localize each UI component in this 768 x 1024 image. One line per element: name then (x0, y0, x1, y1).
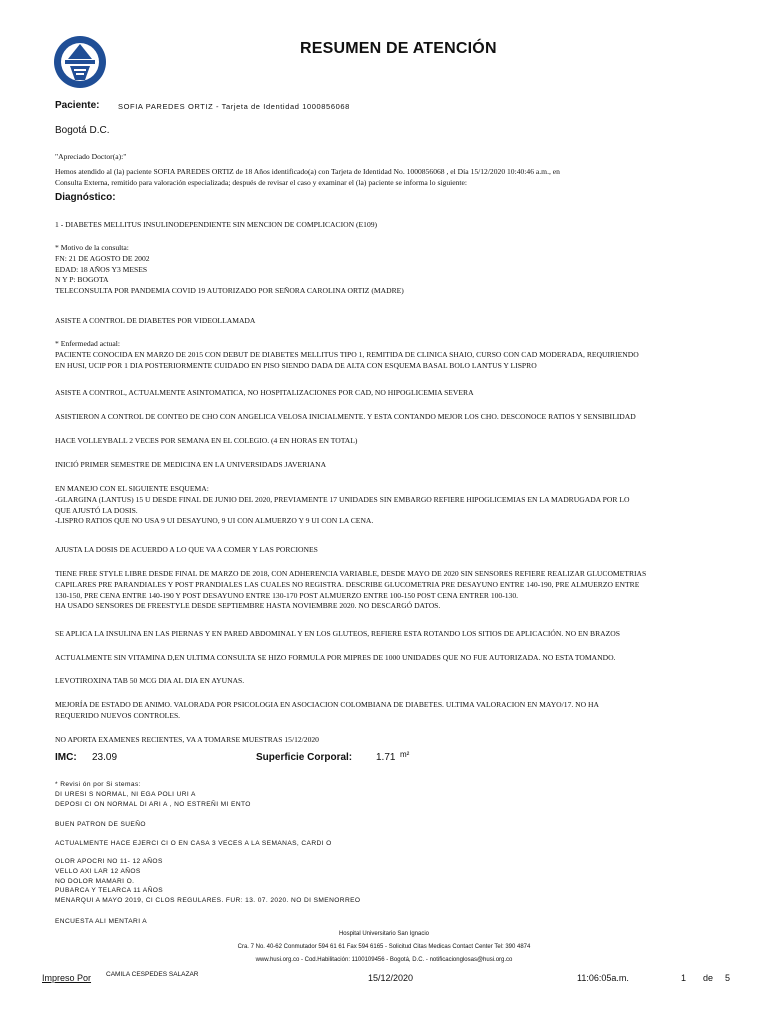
patient-label: Paciente: (55, 100, 100, 111)
surface-label: Superficie Corporal: (256, 752, 353, 763)
conteo-text: ASISTIERON A CONTROL DE CONTEO DE CHO CON ANGELICA VELOSA INICIALMENTE. Y ESTA CONTANDO MEJOR LOS CHO. DESCONOCE RATIOS Y SENSIBILIDAD (55, 412, 636, 421)
printed-by-label: Impreso Por (42, 973, 92, 983)
encuesta-text (55, 917, 147, 927)
manejo-block (55, 484, 630, 527)
psico-line: MEJORÍA DE ESTADO DE ANIMO. VALORADA POR PSICOLOGIA EN ASOCIACION COLOMBIANA DE DIABETES. ULTIMA VALORACION EN MAYO/17. NO HA (55, 700, 599, 709)
page-total: 5 (725, 973, 731, 983)
imc-label: IMC: (55, 752, 77, 763)
print-date: 15/12/2020 (368, 973, 414, 983)
print-time: 11:06:05a.m. (577, 973, 629, 983)
consult-block (55, 243, 615, 297)
enfermedad-line: * Enfermedad actual: (55, 339, 120, 348)
imc-value: 23.09 (92, 752, 118, 763)
freestyle-line: HA USADO SENSORES DE FREESTYLE DESDE SEPTIEMBRE HASTA NOVIEMBRE 2020. NO DESCARGÓ DATOS. (55, 601, 441, 611)
desarrollo-line: MENARQUI A MAYO 2019, CI CLOS REGULARES. FUR: 13. 07. 2020. NO DI SMENORREO (55, 897, 361, 905)
ajusta-text: AJUSTA LA DOSIS DE ACUERDO A LO QUE VA A COMER Y LAS PORCIONES (55, 545, 318, 554)
volley-text: HACE VOLLEYBALL 2 VECES POR SEMANA EN EL COLEGIO. (4 EN HORAS EN TOTAL) (55, 436, 358, 445)
manejo-line: -LISPRO RATIOS QUE NO USA 9 UI DESAYUNO, 9 UI CON ALMUERZO Y 9 UI CON LA CENA. (55, 516, 374, 526)
hospital-logo-icon (52, 34, 108, 90)
control-text: ASISTE A CONTROL, ACTUALMENTE ASINTOMATICA, NO HOSPITALIZACIONES POR CAD, NO HIPOGLICEMIA SEVERA (55, 388, 474, 397)
footer-hospital: Hospital Universitario San Ignacio (338, 931, 430, 937)
desarrollo-line: PUBARCA Y TELARCA 11 AÑOS (55, 887, 164, 895)
consult-line: TELECONSULTA POR PANDEMIA COVID 19 AUTORIZADO POR SEÑORA CAROLINA ORTIZ (MADRE) (55, 286, 404, 296)
footer-address: Cra. 7 No. 40-62 Conmutador 594 61 61 Fax 594 6165 - Solicitud Citas Medicas Contact Center Tel: 390 4874 (237, 944, 531, 950)
manejo-line: -GLARGINA (LANTUS) 15 U DESDE FINAL DE JUNIO DEL 2020, PREVIAMENTE 17 UNIDADES SIN EMBARGO REFIERE HIPOGLICEMIAS EN LA MADRUGADA POR LO (55, 494, 630, 504)
manejo-line: EN MANEJO CON EL SIGUIENTE ESQUEMA: (55, 484, 209, 493)
surface-value: 1.71 (376, 752, 396, 763)
revision-line: DI URESI S NORMAL, NI EGA POLI URI A (55, 790, 196, 798)
freestyle-line: 130-150, PRE CENA ENTRE 140-190 Y POST DESAYUNO ENTRE 130-170 POST ALMUERZO ENTRE 100-150 POST CENA ENTRER 100-130. (55, 590, 519, 600)
desarrollo-line: OLOR APOCRI NO 11- 12 AÑOS (55, 858, 163, 865)
desarrollo-line: NO DOLOR MAMARI O. (55, 877, 135, 885)
footer-web: www.husi.org.co - Cod.Habilitación: 1100109456 - Bogotá, D.C. - notificacionglosas@husi.org.co (255, 957, 513, 963)
page-of: de (703, 973, 714, 983)
enfermedad-block (55, 339, 639, 371)
asiste-text: ASISTE A CONTROL DE DIABETES POR VIDEOLLAMADA (55, 316, 256, 325)
consult-line: EDAD: 18 AÑOS Y3 MESES (55, 264, 148, 274)
freestyle-line: TIENE FREE STYLE LIBRE DESDE FINAL DE MARZO DE 2018, CON ADHERENCIA VARIABLE, DESDE MAYO DE 2020 SIN SENSORES REFIERE REALIZAR GLUCOMETRIAS (55, 569, 647, 578)
diagnosis-item: 1 - DIABETES MELLITUS INSULINODEPENDIENTE SIN MENCION DE COMPLICACION (E109) (55, 220, 378, 229)
printed-by-user: CAMILA CESPEDES SALAZAR (106, 971, 199, 978)
psico-line: REQUERIDO NUEVOS CONTROLES. (55, 710, 181, 720)
revision-line: * Revisi ón por Si stemas: (55, 781, 141, 788)
enfermedad-line: PACIENTE CONOCIDA EN MARZO DE 2015 CON DEBUT DE DIABETES MELLITUS TIPO 1, REMITIDA DE CLINICA SHAIO, CURSO CON CAD MODERADA, REQUIRIENDO (55, 349, 639, 359)
greeting-text: "Apreciado Doctor(a):" (55, 152, 127, 161)
intro-line-2: Consulta Externa, remitido para valoración especializada; después de revisar el caso y examinar el (la) paciente se informa lo siguiente: (55, 178, 468, 187)
manejo-line: QUE AJUSTÓ LA DOSIS. (55, 505, 138, 515)
enfermedad-line: EN HUSI, UCIP POR 1 DIA POSTERIORMENTE CUIDADO EN PISO SIENDO DADA DE ALTA CON ESQUEMA BASAL BOLO LANTUS Y LISPRO (55, 360, 537, 370)
desarrollo-block (55, 857, 360, 906)
surface-unit: m² (400, 750, 410, 759)
insulina-text: SE APLICA LA INSULINA EN LAS PIERNAS Y EN PARED ABDOMINAL Y EN LOS GLUTEOS, REFIERE ESTA ROTANDO LOS SITIOS DE APLICACIÓN. NO EN BRAZOS (55, 629, 620, 638)
desarrollo-line: VELLO AXI LAR 12 AÑOS (55, 867, 141, 875)
ejercicio-line: ACTUALMENTE HACE EJERCI CI O EN CASA 3 VECES A LA SEMANAS, CARDI O (55, 840, 332, 847)
levotiroxina-text: LEVOTIROXINA TAB 50 MCG DIA AL DIA EN AYUNAS. (55, 676, 245, 685)
intro-line-1: Hemos atendido al (la) paciente SOFIA PAREDES ORTIZ de 18 Años identificado(a) con Tarjeta de Identidad No. 1000856068 , el Día 15/12/2020 10:40:46 a.m., en (55, 167, 560, 176)
consult-line: FN: 21 DE AGOSTO DE 2002 (55, 253, 150, 263)
page-title: RESUMEN DE ATENCIÓN (300, 40, 497, 57)
freestyle-line: CAPILARES PRE PARANDIALES Y POST PRANDIALES LAS CUALES NO REGISTRA. DESCRIBE GLUCOMETRIA PRE DESAYUNO ENTRE 140-190, PRE ALMUERZO ENTRE (55, 579, 640, 589)
consult-line: * Motivo de la consulta: (55, 243, 129, 252)
page-number: 1 (681, 973, 687, 983)
examenes-text: NO APORTA EXAMENES RECIENTES, VA A TOMARSE MUESTRAS 15/12/2020 (55, 735, 319, 744)
patient-value: SOFIA PAREDES ORTIZ - Tarjeta de Identidad 1000856068 (118, 102, 350, 111)
encuesta-line: ENCUESTA ALI MENTARI A (55, 918, 148, 925)
diagnosis-label: Diagnóstico: (55, 192, 116, 203)
freestyle-block (55, 569, 647, 612)
consult-line: N Y P: BOGOTA (55, 275, 109, 285)
sueno-text (55, 820, 146, 830)
psico-block (55, 700, 615, 722)
revision-block (55, 780, 251, 809)
city-text: Bogotá D.C. (55, 125, 110, 136)
sueno-line: BUEN PATRON DE SUEÑO (55, 821, 146, 828)
revision-line: DEPOSI CI ON NORMAL DI ARI A , NO ESTREÑI MI ENTO (55, 800, 251, 808)
ejercicio-text (55, 839, 332, 849)
medicina-text: INICIÓ PRIMER SEMESTRE DE MEDICINA EN LA UNIVERSIDADS JAVERIANA (55, 460, 327, 469)
vitamina-text: ACTUALMENTE SIN VITAMINA D,EN ULTIMA CONSULTA SE HIZO FORMULA POR MIPRES DE 1000 UNIDADES QUE NO FUE AUTORIZADA. NO ESTA TOMANDO. (55, 653, 616, 662)
